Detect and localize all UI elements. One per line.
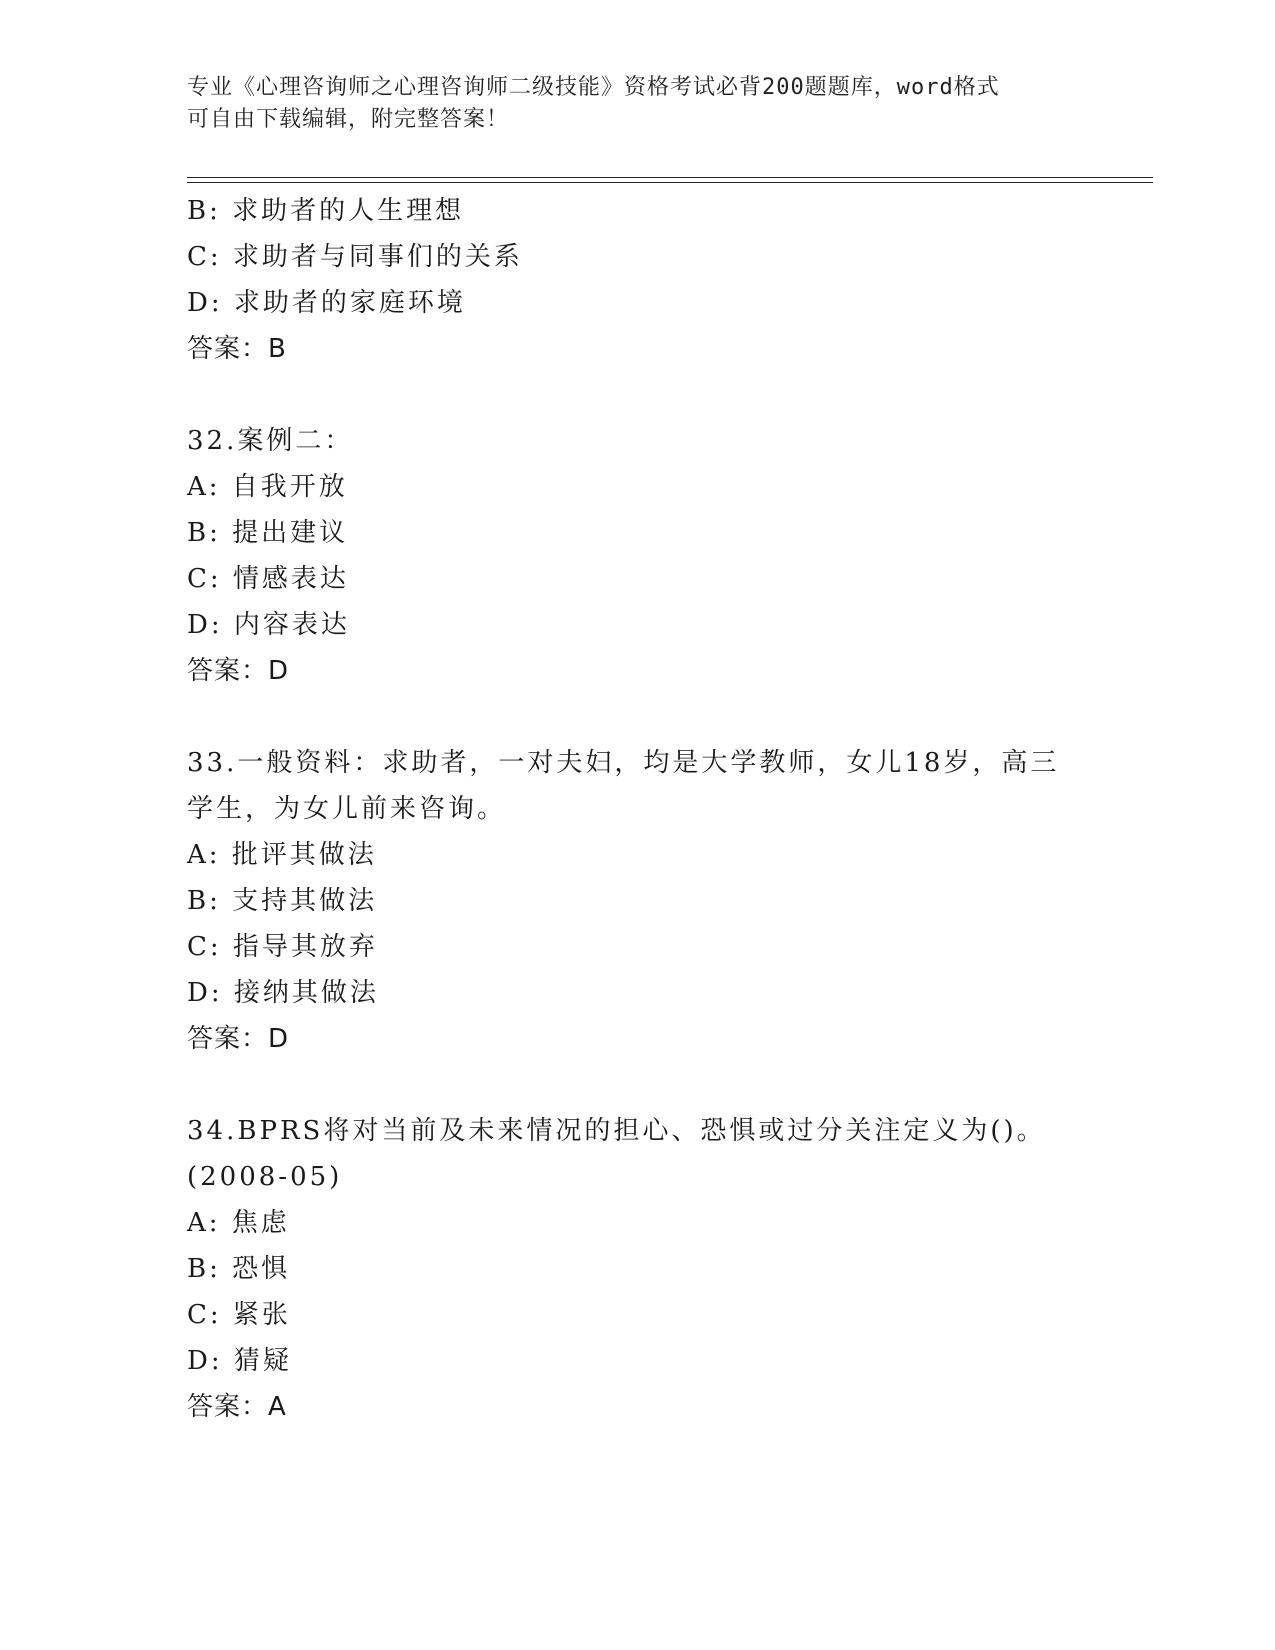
q32-stem: 32.案例二：	[187, 426, 354, 456]
q34-option-a: A: 焦虑	[187, 1208, 290, 1238]
header-divider-top	[187, 177, 1153, 178]
q32-option-d: D: 内容表达	[187, 610, 350, 640]
q31-option-c: C: 求助者与同事们的关系	[187, 242, 523, 272]
q34-stem-line-2: (2008-05)	[187, 1162, 343, 1192]
document-header	[187, 72, 1067, 136]
q32-option-b: B: 提出建议	[187, 518, 349, 548]
q32-answer: 答案：D	[187, 656, 290, 686]
q34-option-c: C: 紧张	[187, 1300, 291, 1330]
q34-option-d: D: 猜疑	[187, 1346, 292, 1376]
q31-answer: 答案：B	[187, 334, 287, 364]
question-list	[187, 188, 1087, 1430]
question-32	[187, 418, 1087, 694]
q33-option-d: D: 接纳其做法	[187, 978, 379, 1008]
q33-option-b: B: 支持其做法	[187, 886, 378, 916]
q31-option-b: B: 求助者的人生理想	[187, 196, 465, 226]
header-line-1: 专业《心理咨询师之心理咨询师二级技能》资格考试必背200题题库，word格式	[187, 75, 1000, 100]
q33-answer: 答案：D	[187, 1024, 290, 1054]
q34-stem-line-1: 34.BPRS将对当前及未来情况的担心、恐惧或过分关注定义为()。	[187, 1116, 1046, 1146]
q33-stem-line-1: 33.一般资料：求助者，一对夫妇，均是大学教师，女儿18岁，高三	[187, 748, 1060, 778]
question-33	[187, 740, 1087, 1062]
question-spacer	[187, 1062, 1087, 1108]
q33-option-c: C: 指导其放弃	[187, 932, 378, 962]
question-spacer	[187, 372, 1087, 418]
question-31	[187, 188, 1087, 372]
q31-option-d: D: 求助者的家庭环境	[187, 288, 466, 318]
header-line-2: 可自由下载编辑，附完整答案！	[187, 107, 510, 132]
question-spacer	[187, 694, 1087, 740]
q32-option-a: A: 自我开放	[187, 472, 348, 502]
question-34	[187, 1108, 1087, 1430]
q33-option-a: A: 批评其做法	[187, 840, 377, 870]
q32-option-c: C: 情感表达	[187, 564, 349, 594]
q33-stem-line-2: 学生，为女儿前来咨询。	[187, 794, 507, 824]
q34-answer: 答案：A	[187, 1392, 287, 1422]
q34-option-b: B: 恐惧	[187, 1254, 291, 1284]
header-divider-bottom	[187, 182, 1153, 183]
